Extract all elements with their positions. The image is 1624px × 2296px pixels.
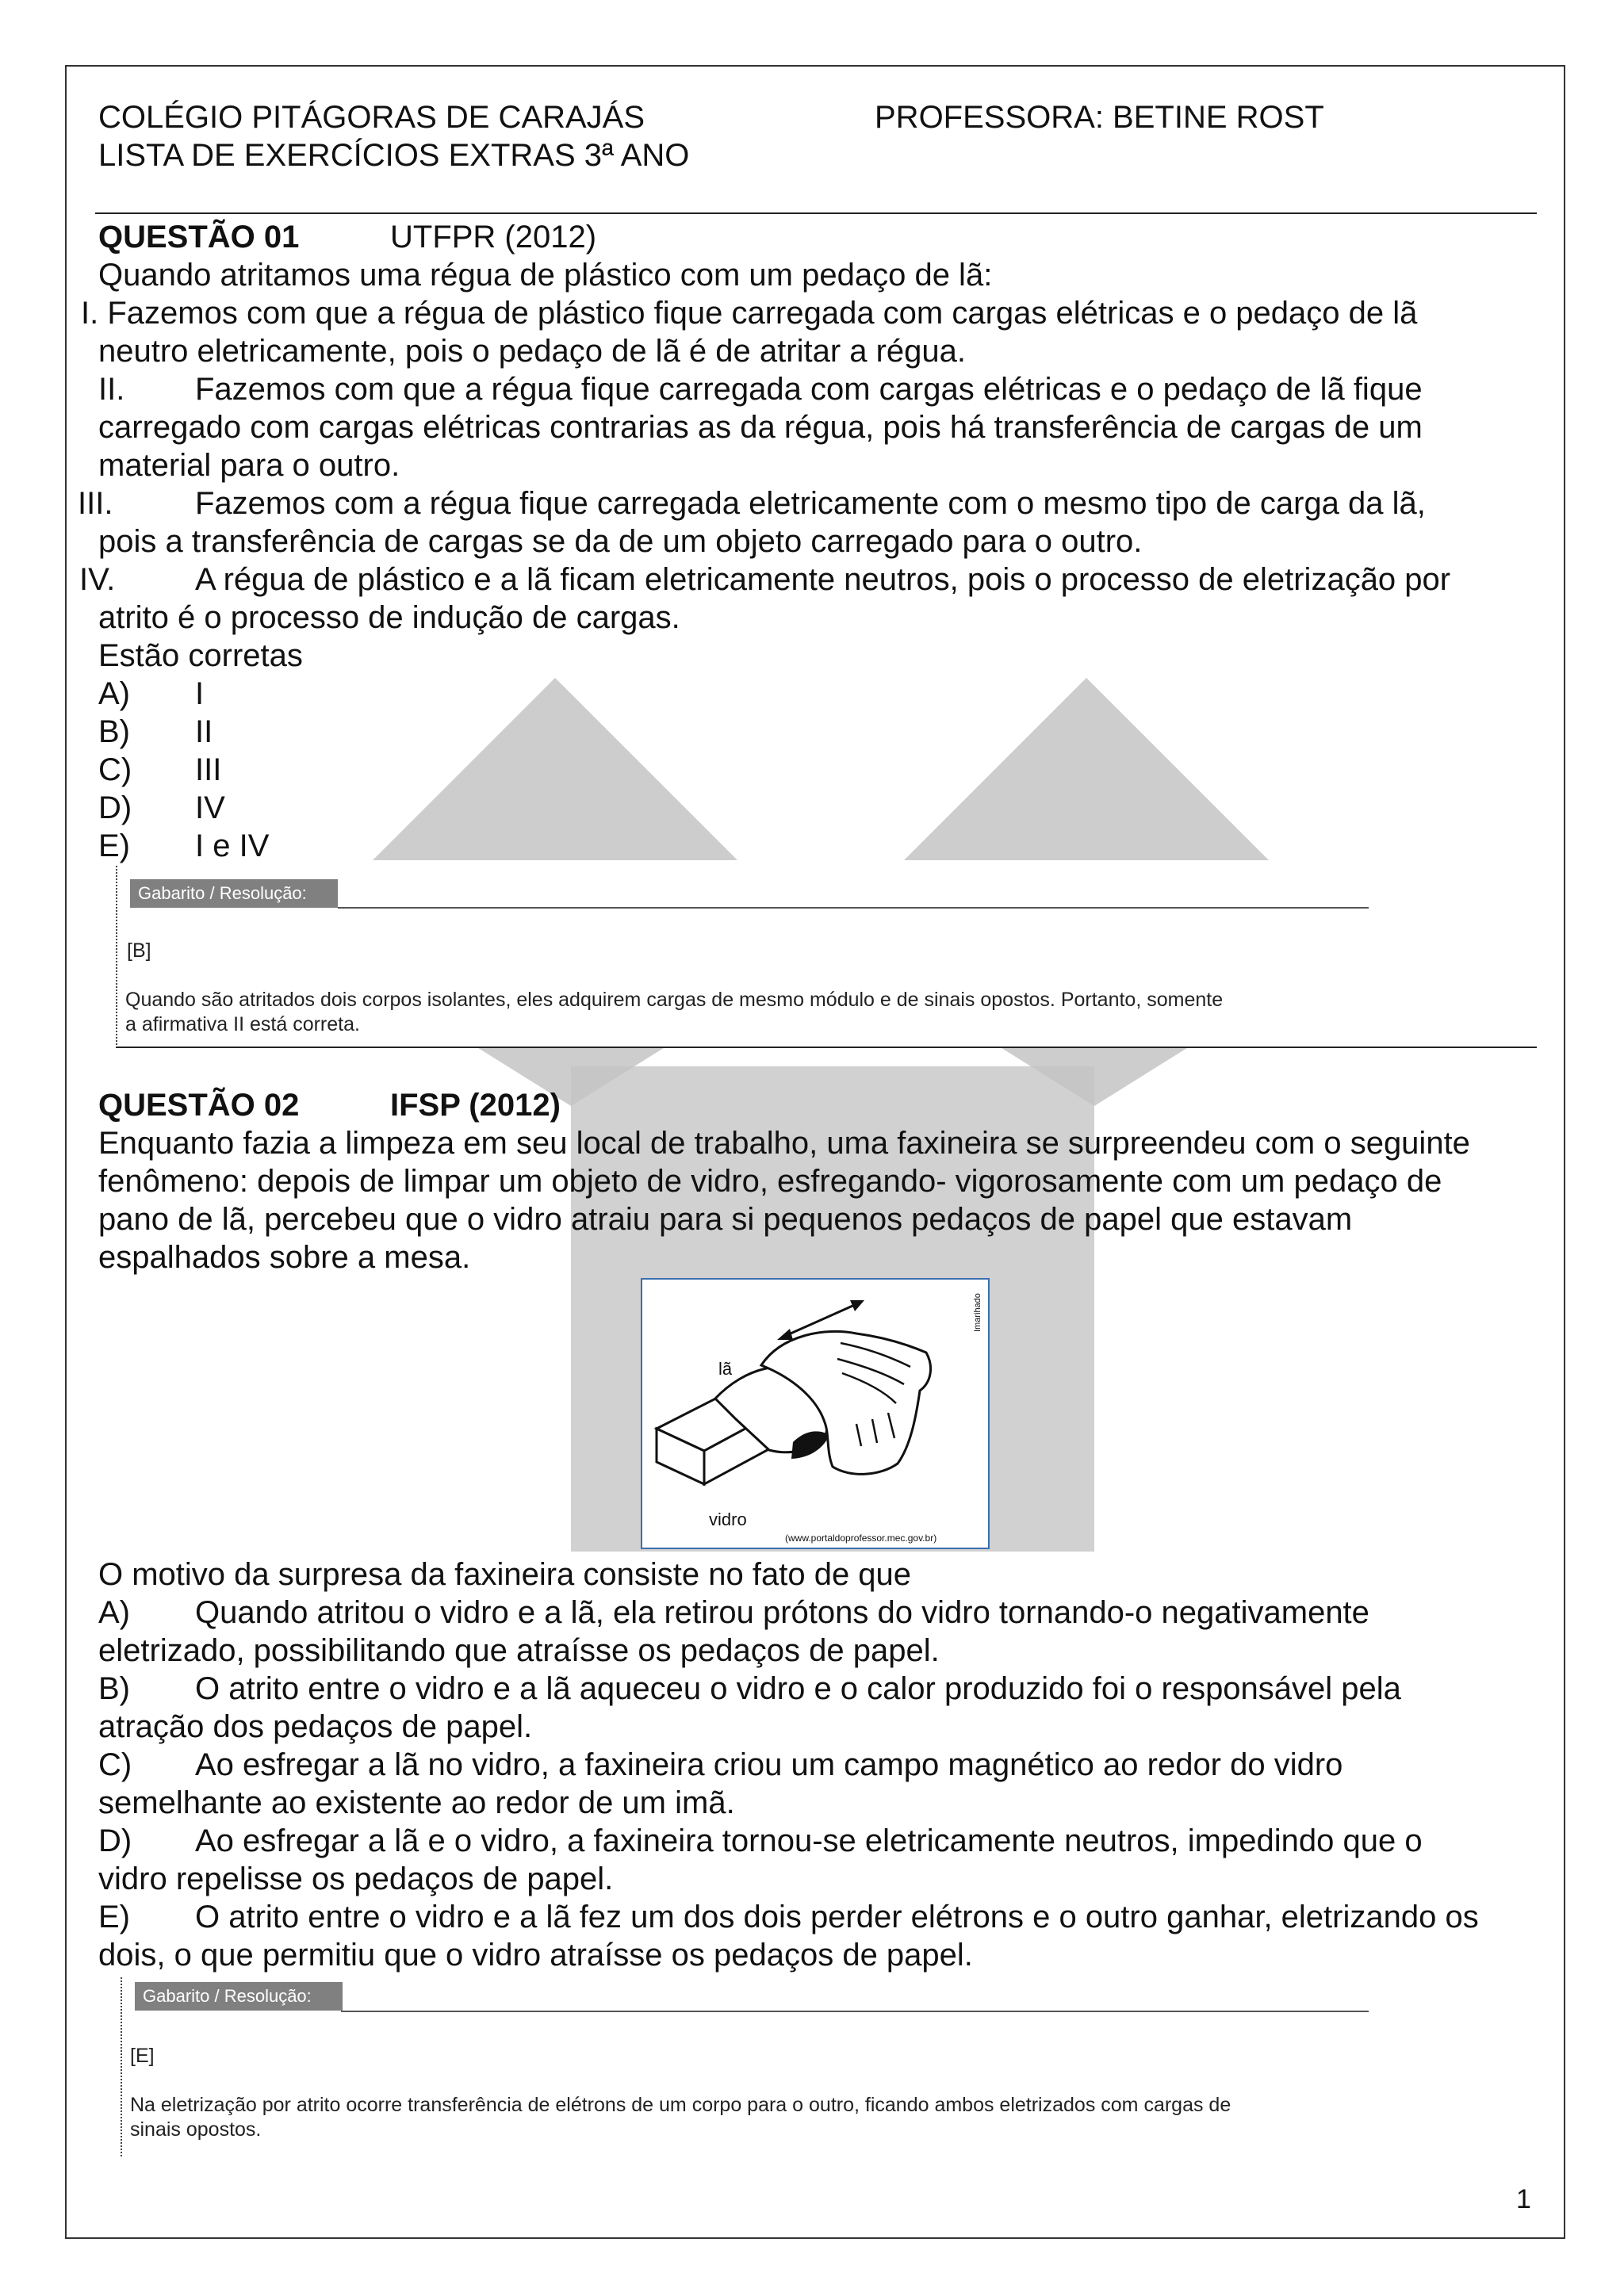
q2-gabarito-header: Gabarito / Resolução: <box>135 1982 343 2011</box>
q1-gabarito-margin-line <box>116 866 117 1048</box>
q1-option-letter: A) <box>98 676 130 711</box>
q1-option-letter: C) <box>98 752 132 787</box>
q2-option-line1: Ao esfregar a lã e o vidro, a faxineira tornou-se eletricamente neutros, impedindo que o <box>195 1823 1423 1858</box>
q1-gabarito-rule <box>338 907 1369 909</box>
teacher-name: PROFESSORA: BETINE ROST <box>875 100 1324 135</box>
q2-stem-line3: pano de lã, percebeu que o vidro atraiu para si pequenos pedaços de papel que estavam <box>98 1202 1353 1237</box>
school-name: COLÉGIO PITÁGORAS DE CARAJÁS <box>98 100 645 135</box>
q2-stem-line4: espalhados sobre a mesa. <box>98 1240 471 1275</box>
motion-arrow-head-left <box>777 1329 793 1340</box>
q2-option-letter: A) <box>98 1595 130 1630</box>
q2-source: IFSP (2012) <box>390 1088 561 1123</box>
q1-option-text: IV <box>195 790 225 825</box>
q1-resolution-line1: Quando são atritados dois corpos isolantes, eles adquirem cargas de mesmo módulo e de sinais opostos. Portanto, somente <box>125 989 1224 1011</box>
q2-option-line1: Ao esfregar a lã no vidro, a faxineira criou um campo magnético ao redor do vidro <box>195 1747 1343 1782</box>
figure-side-credit: Imarihado <box>973 1293 982 1332</box>
q1-item4-line2: atrito é o processo de indução de cargas. <box>98 600 680 635</box>
q1-option-letter: D) <box>98 790 132 825</box>
q1-item3-number: III. <box>78 486 113 521</box>
header-divider <box>95 212 1537 214</box>
q1-gabarito-bottom-rule <box>116 1047 1537 1048</box>
q1-option-text: I e IV <box>195 828 270 863</box>
q1-answer: [B] <box>127 939 151 962</box>
q1-item3-line2: pois a transferência de cargas se da de um objeto carregado para o outro. <box>98 524 1143 559</box>
q1-item3-line1: Fazemos com a régua fique carregada eletricamente com o mesmo tipo de carga da lã, <box>195 486 1426 521</box>
q2-resolution-line1: Na eletrização por atrito ocorre transferência de elétrons de um corpo para o outro, ficando ambos eletrizados com cargas de <box>130 2094 1231 2116</box>
q1-gabarito-header: Gabarito / Resolução: <box>130 879 338 908</box>
page-number: 1 <box>1516 2184 1531 2214</box>
q2-option-line1: O atrito entre o vidro e a lã fez um dos dois perder elétrons e o outro ganhar, eletrizando os <box>195 1900 1479 1934</box>
q2-option-line2: dois, o que permitiu que o vidro atraísse os pedaços de papel. <box>98 1938 973 1973</box>
q2-option-line2: eletrizado, possibilitando que atraísse os pedaços de papel. <box>98 1633 940 1668</box>
q1-source: UTFPR (2012) <box>390 220 597 254</box>
q1-option-text: II <box>195 714 213 749</box>
q2-option-letter: C) <box>98 1747 132 1782</box>
q1-item1-line1: I. Fazemos com que a régua de plástico fique carregada com cargas elétricas e o pedaço de lã <box>81 296 1418 331</box>
q1-item2-number: II. <box>98 372 125 407</box>
q1-item2-line1: Fazemos com que a régua fique carregada com cargas elétricas e o pedaço de lã fique <box>195 372 1423 407</box>
q2-option-line1: O atrito entre o vidro e a lã aqueceu o vidro e o calor produzido foi o responsável pela <box>195 1671 1401 1706</box>
q2-option-letter: B) <box>98 1671 130 1706</box>
q2-option-line2: vidro repelisse os pedaços de papel. <box>98 1862 614 1896</box>
q1-question: Estão corretas <box>98 638 303 673</box>
q2-option-line2: atração dos pedaços de papel. <box>98 1709 533 1744</box>
q1-item1-line2: neutro eletricamente, pois o pedaço de lã é de atritar a régua. <box>98 334 967 369</box>
q2-resolution-line2: sinais opostos. <box>130 2118 262 2141</box>
figure-label-glass: vidro <box>709 1510 747 1529</box>
q1-option-letter: E) <box>98 828 130 863</box>
q1-stem: Quando atritamos uma régua de plástico com um pedaço de lã: <box>98 258 993 293</box>
list-title: LISTA DE EXERCÍCIOS EXTRAS 3ª ANO <box>98 138 690 173</box>
q1-item4-number: IV. <box>79 562 116 597</box>
q1-item2-line2: carregado com cargas elétricas contrarias as da régua, pois há transferência de cargas de um <box>98 410 1423 445</box>
q2-option-letter: E) <box>98 1900 130 1934</box>
q2-gabarito-margin-line <box>121 1977 122 2156</box>
q1-item4-line1: A régua de plástico e a lã ficam eletricamente neutros, pois o processo de eletrização por <box>195 562 1451 597</box>
q2-option-line1: Quando atritou o vidro e a lã, ela retirou prótons do vidro tornando-o negativamente <box>195 1595 1369 1630</box>
q2-question: O motivo da surpresa da faxineira consiste no fato de que <box>98 1557 912 1592</box>
q1-option-letter: B) <box>98 714 130 749</box>
figure-label-wool: lã <box>718 1359 733 1379</box>
q2-gabarito-rule <box>341 2011 1369 2012</box>
figure-credit: (www.portaldoprofessor.mec.gov.br) <box>785 1533 937 1544</box>
q2-stem-line2: fenômeno: depois de limpar um objeto de vidro, esfregando- vigorosamente com um pedaço de <box>98 1164 1442 1199</box>
q2-option-letter: D) <box>98 1823 132 1858</box>
q2-figure <box>641 1278 990 1549</box>
q1-label: QUESTÃO 01 <box>98 220 300 254</box>
q1-option-text: III <box>195 752 222 787</box>
q2-answer: [E] <box>130 2045 155 2067</box>
q2-label: QUESTÃO 02 <box>98 1088 300 1123</box>
q1-item2-line3: material para o outro. <box>98 448 400 483</box>
q1-option-text: I <box>195 676 205 711</box>
glass-rubbing-illustration <box>642 1280 988 1548</box>
q1-resolution-line2: a afirmativa II está correta. <box>125 1013 360 1035</box>
q2-option-line2: semelhante ao existente ao redor de um imã. <box>98 1785 735 1820</box>
q2-stem-line1: Enquanto fazia a limpeza em seu local de trabalho, uma faxineira se surpreendeu com o seguinte <box>98 1126 1470 1161</box>
